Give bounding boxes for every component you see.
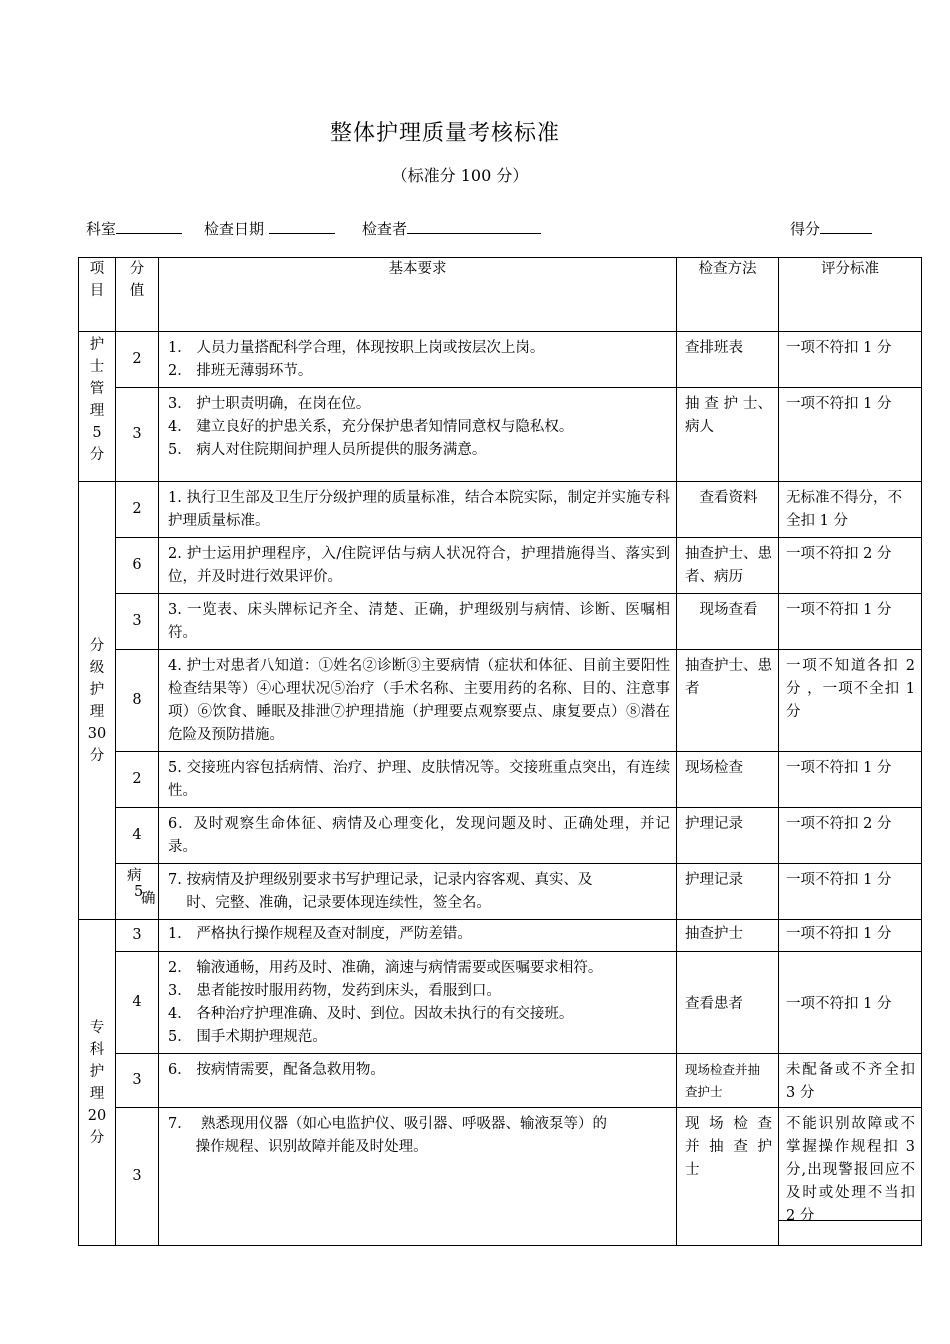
table-row	[79, 864, 922, 920]
method-cell: 现 场 检 查 并 抽 查 护 士	[677, 1108, 779, 1246]
header-value: 分 值	[116, 258, 159, 332]
method-cell: 查看资料	[677, 482, 779, 538]
table-row	[79, 1108, 922, 1246]
criteria-cell: 一项不符扣 1 分	[779, 952, 922, 1054]
section-label-specialty-care: 专 科 护 理 20 分	[79, 920, 116, 1246]
header-item: 项 目	[79, 258, 116, 332]
dept-field[interactable]	[86, 218, 182, 239]
table-row	[79, 650, 922, 752]
requirement-cell: 6．及时观察生命体征、病情及心理变化，发现问题及时、正确处理，并记录。	[159, 808, 677, 864]
criteria-cell: 一项不符扣 2 分	[779, 538, 922, 594]
document-subtitle: （标准分 100 分）	[391, 166, 529, 185]
criteria-cell: 一项不符扣 1 分	[779, 388, 922, 482]
criteria-cell: 一项不符扣 1 分	[779, 752, 922, 808]
table-row	[79, 952, 922, 1054]
table-row	[79, 1054, 922, 1108]
method-cell: 现场检查	[677, 752, 779, 808]
method-cell: 查排班表	[677, 332, 779, 388]
method-cell: 现场查看	[677, 594, 779, 650]
requirement-cell: 3. 一览表、床头牌标记齐全、清楚、正确，护理级别与病情、诊断、医嘱相符。	[159, 594, 677, 650]
section-label-graded-care: 分 级 护 理 30 分	[79, 482, 116, 920]
dept-label: 科室	[86, 220, 117, 238]
criteria-cell: 不能识别故障或不掌握操作规程扣 3 分,出现警报回应不及时或处理不当扣 2 分	[779, 1108, 922, 1246]
score-value: 4	[116, 808, 159, 864]
requirement-cell: 6． 按病情需要，配备急救用物。	[159, 1054, 677, 1108]
score-value: 3	[116, 594, 159, 650]
table-row	[79, 594, 922, 650]
requirement-cell: 1． 严格执行操作规程及查对制度，严防差错。	[159, 920, 677, 952]
inspector-blank[interactable]	[407, 218, 541, 234]
table-row	[79, 482, 922, 538]
form-fields	[86, 218, 876, 240]
score-value: 8	[116, 650, 159, 752]
dept-blank[interactable]	[116, 218, 182, 234]
score-value: 3	[116, 1054, 159, 1108]
score-prefix: 病	[127, 868, 142, 884]
requirement-cell: 5. 交接班内容包括病情、治疗、护理、皮肤情况等。交接班重点突出，有连续性。	[159, 752, 677, 808]
criteria-cell: 一项不符扣 1 分	[779, 920, 922, 952]
score-value: 2	[116, 752, 159, 808]
method-cell: 现场检查并抽查护士	[677, 1054, 779, 1108]
requirement-cell: 2. 护士运用护理程序，入/住院评估与病人状况符合，护理措施得当、落实到位，并及时进行效果评价。	[159, 538, 677, 594]
method-cell: 查看患者	[677, 952, 779, 1054]
score-value: 4	[116, 952, 159, 1054]
table-row	[79, 808, 922, 864]
date-label: 检查日期	[204, 220, 265, 238]
criteria-cell: 无标准不得分，不全扣 1 分	[779, 482, 922, 538]
score-field[interactable]	[790, 218, 872, 239]
requirement-cell: 3． 护士职责明确，在岗在位。 4． 建立良好的护患关系，充分保护患者知情同意权与隐私权。 5． 病人对住院期间护理人员所提供的服务满意。	[159, 388, 677, 482]
document-title: 整体护理质量考核标准	[329, 121, 560, 146]
score-suffix: 确	[141, 891, 156, 907]
score-label: 得分	[790, 220, 821, 238]
method-cell: 护理记录	[677, 864, 779, 920]
requirement-cell: 7. 按病情及护理级别要求书写护理记录，记录内容客观、真实、及 时、完整、准确，记录要体现连续性，签全名。	[159, 864, 677, 920]
criteria-cell: 一项不符扣 2 分	[779, 808, 922, 864]
table-row	[79, 538, 922, 594]
table-row	[79, 752, 922, 808]
criteria-cell: 未配备或不齐全扣 3 分	[779, 1054, 922, 1108]
header-requirement: 基本要求	[159, 258, 677, 332]
method-cell: 护理记录	[677, 808, 779, 864]
date-blank[interactable]	[269, 218, 335, 234]
score-value: 2	[116, 332, 159, 388]
score-value: 5	[134, 884, 144, 900]
inspector-field[interactable]	[362, 218, 541, 239]
table-row	[79, 920, 922, 952]
method-cell: 抽查护士、患者	[677, 650, 779, 752]
score-value: 2	[116, 482, 159, 538]
header-row	[79, 258, 922, 332]
score-value: 6	[116, 538, 159, 594]
score-value: 3	[116, 1108, 159, 1246]
criteria-cell: 一项不符扣 1 分	[779, 594, 922, 650]
table-row	[79, 332, 922, 388]
score-value: 3	[116, 388, 159, 482]
date-field[interactable]	[204, 218, 335, 239]
section-label-nurse-management: 护 士 管 理 5 分	[79, 332, 116, 482]
method-cell: 抽 查 护 士、病人	[677, 388, 779, 482]
criteria-cell: 一项不符扣 1 分	[779, 864, 922, 920]
requirement-cell: 7． 熟悉现用仪器（如心电监护仪、吸引器、呼吸器、输液泵等）的 操作规程、识别故障并能及时处理。	[159, 1108, 677, 1246]
inspector-label: 检查者	[362, 220, 408, 238]
requirement-cell: 2． 输液通畅，用药及时、准确，滴速与病情需要或医嘱要求相符。 3． 患者能按时服用药物，发药到床头，看服到口。 4． 各种治疗护理准确、及时、到位。因故未执行的有交接班。 5． 围手术期护理规范。	[159, 952, 677, 1054]
header-method: 检查方法	[677, 258, 779, 332]
method-cell: 抽查护士	[677, 920, 779, 952]
score-blank[interactable]	[820, 218, 872, 234]
assessment-table	[78, 257, 922, 1246]
criteria-cell: 一项不知道各扣 2 分 ，一项不全扣 1 分	[779, 650, 922, 752]
criteria-cell: 一项不符扣 1 分	[779, 332, 922, 388]
score-value-cell	[116, 864, 159, 920]
requirement-cell: 1. 执行卫生部及卫生厅分级护理的质量标准，结合本院实际，制定并实施专科护理质量标准。	[159, 482, 677, 538]
header-criteria: 评分标准	[779, 258, 922, 332]
score-value: 3	[116, 920, 159, 952]
requirement-cell: 1． 人员力量搭配科学合理，体现按职上岗或按层次上岗。 2． 排班无薄弱环节。	[159, 332, 677, 388]
requirement-cell: 4. 护士对患者八知道：①姓名②诊断③主要病情（症状和体征、目前主要阳性检查结果等）④心理状况⑤治疗（手术名称、主要用药的名称、目的、注意事项）⑥饮食、睡眠及排泄⑦护理措施（护理要点观察要点、康复要点）⑧潜在危险及预防措施。	[159, 650, 677, 752]
table-row	[79, 388, 922, 482]
method-cell: 抽查护士、患者、病历	[677, 538, 779, 594]
